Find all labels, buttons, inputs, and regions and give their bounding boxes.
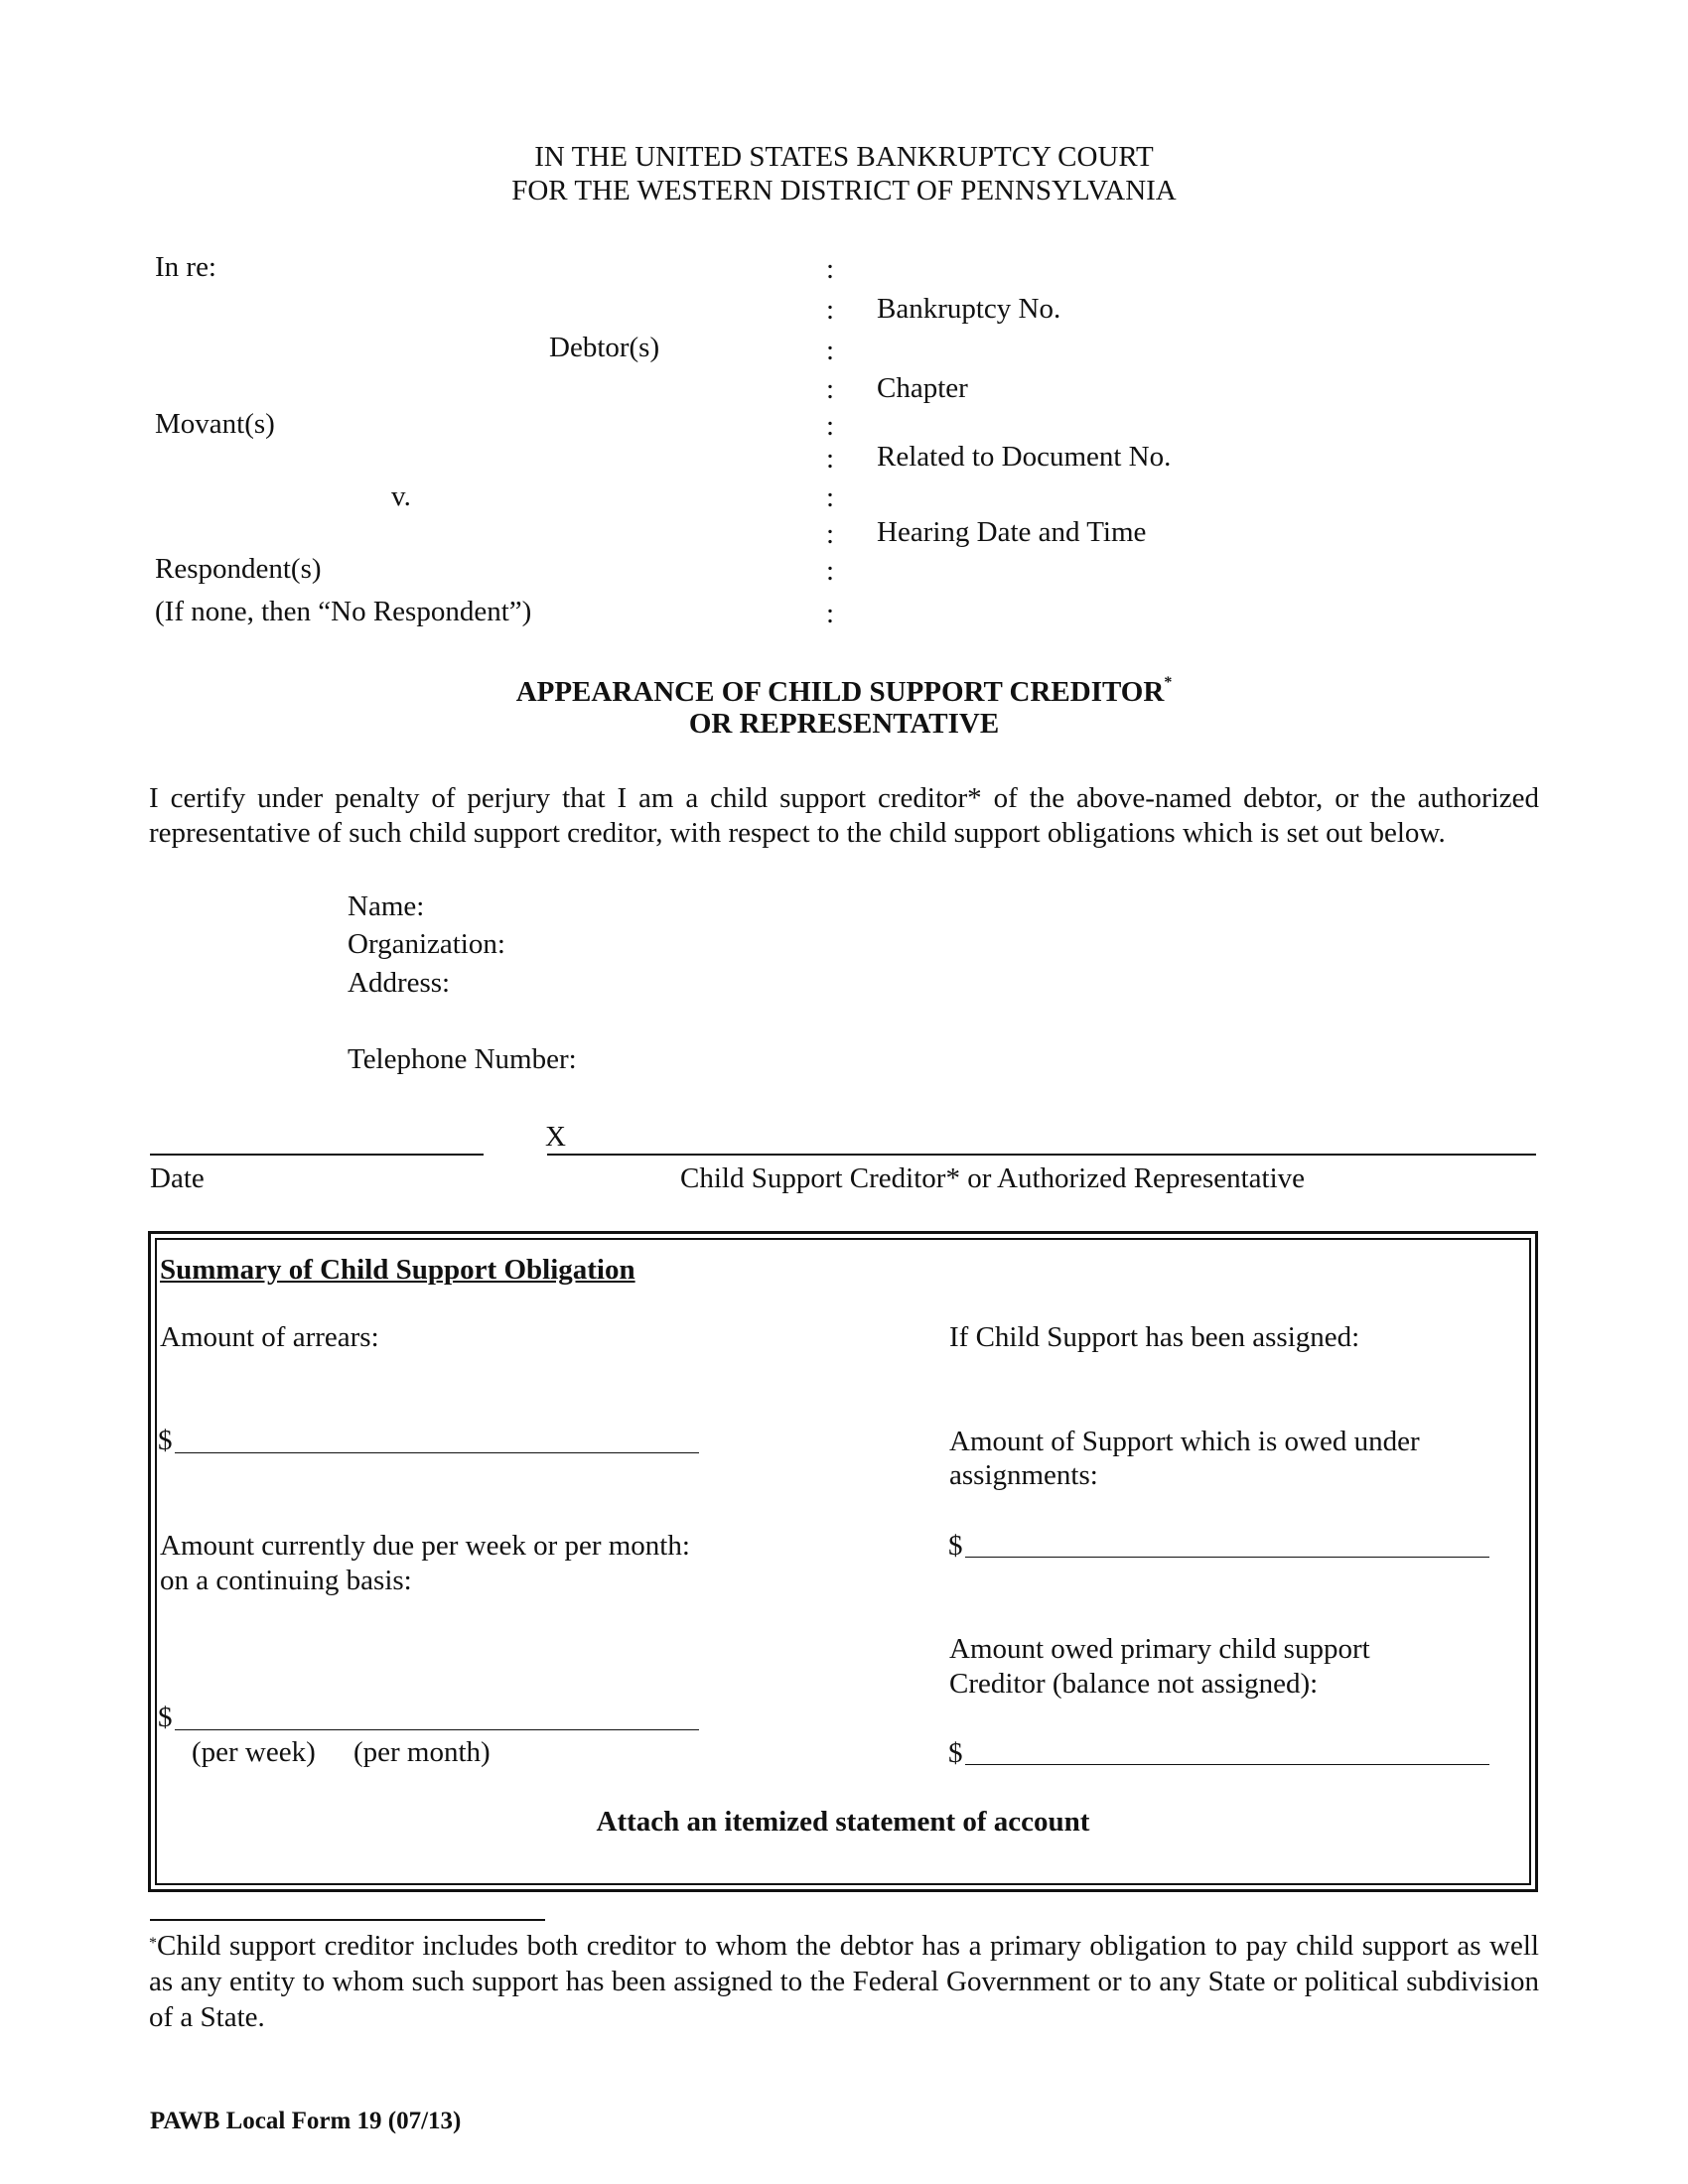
attach-statement-note: Attach an itemized statement of account	[596, 1806, 1090, 1838]
in-re-label: In re:	[155, 251, 216, 283]
versus-label: v.	[391, 480, 411, 512]
per-week-option: (per week)	[192, 1736, 316, 1768]
movant-label: Movant(s)	[155, 408, 275, 440]
footnote-mark: *	[149, 1935, 157, 1952]
hearing-date-label: Hearing Date and Time	[877, 516, 1147, 548]
caption-colon: :	[826, 555, 835, 587]
arrears-label: Amount of arrears:	[160, 1321, 379, 1353]
court-name-line2: FOR THE WESTERN DISTRICT OF PENNSYLVANIA	[511, 175, 1177, 206]
owed-under-assignments-line2: assignments:	[949, 1459, 1098, 1491]
telephone-label: Telephone Number:	[348, 1043, 577, 1075]
creditor-signature-line	[547, 1154, 1536, 1156]
bankruptcy-no-label: Bankruptcy No.	[877, 293, 1061, 325]
organization-label: Organization:	[348, 928, 505, 960]
chapter-label: Chapter	[877, 372, 968, 404]
arrears-dollar-sign: $	[158, 1425, 173, 1456]
owed-primary-label-line1: Amount owed primary child support	[949, 1633, 1370, 1665]
form-id: PAWB Local Form 19 (07/13)	[150, 2108, 462, 2134]
caption-colon: :	[826, 294, 835, 326]
signer-label: Child Support Creditor* or Authorized Representative	[680, 1162, 1306, 1194]
arrears-amount-line	[175, 1452, 699, 1453]
owed-under-dollar-sign: $	[948, 1530, 963, 1562]
footnote-text: *Child support creditor includes both creditor to whom the debtor has a primary obligation to pay child support as well as any entity to whom such support has been assigned to the Federal Government or to any State or political subdivision of a State.	[149, 1930, 1539, 2033]
court-name-line1: IN THE UNITED STATES BANKRUPTCY COURT	[534, 141, 1154, 173]
debtor-label: Debtor(s)	[549, 332, 660, 363]
footnote-marker: *	[1164, 674, 1173, 691]
caption-colon: :	[826, 410, 835, 442]
date-label: Date	[150, 1162, 205, 1194]
caption-colon: :	[826, 518, 835, 550]
certification-text: I certify under penalty of perjury that I am a child support creditor* of the above-named debtor, or the authorized representative of such child support creditor, with respect to the child support obligations which is set out below.	[149, 782, 1539, 849]
current-due-amount-line	[175, 1729, 699, 1730]
owed-primary-amount-line	[965, 1764, 1489, 1765]
caption-colon: :	[826, 598, 835, 629]
per-month-option: (per month)	[353, 1736, 491, 1768]
owed-primary-label-line2: Creditor (balance not assigned):	[949, 1668, 1319, 1700]
current-due-label-line1: Amount currently due per week or per month:	[160, 1530, 690, 1562]
address-label: Address:	[348, 967, 451, 999]
summary-heading: Summary of Child Support Obligation	[160, 1254, 635, 1286]
respondent-label: Respondent(s)	[155, 553, 322, 585]
assigned-label: If Child Support has been assigned:	[949, 1321, 1360, 1353]
document-title-line1: APPEARANCE OF CHILD SUPPORT CREDITOR*	[515, 674, 1173, 708]
name-label: Name:	[348, 890, 425, 922]
caption-colon: :	[826, 481, 835, 513]
caption-colon: :	[826, 335, 835, 366]
caption-colon: :	[826, 373, 835, 405]
no-respondent-note: (If none, then “No Respondent”)	[155, 596, 532, 627]
signature-x-mark: X	[545, 1121, 566, 1153]
document-title-line2: OR REPRESENTATIVE	[688, 708, 1000, 740]
owed-primary-dollar-sign: $	[948, 1737, 963, 1769]
caption-colon: :	[826, 253, 835, 285]
related-document-label: Related to Document No.	[877, 441, 1172, 473]
footnote-separator	[150, 1919, 545, 1921]
owed-under-assignments-line1: Amount of Support which is owed under	[949, 1426, 1420, 1457]
caption-colon: :	[826, 443, 835, 475]
current-due-label-line2: on a continuing basis:	[160, 1565, 412, 1596]
current-due-dollar-sign: $	[158, 1702, 173, 1733]
owed-under-amount-line	[965, 1557, 1489, 1558]
date-signature-line	[150, 1154, 484, 1156]
